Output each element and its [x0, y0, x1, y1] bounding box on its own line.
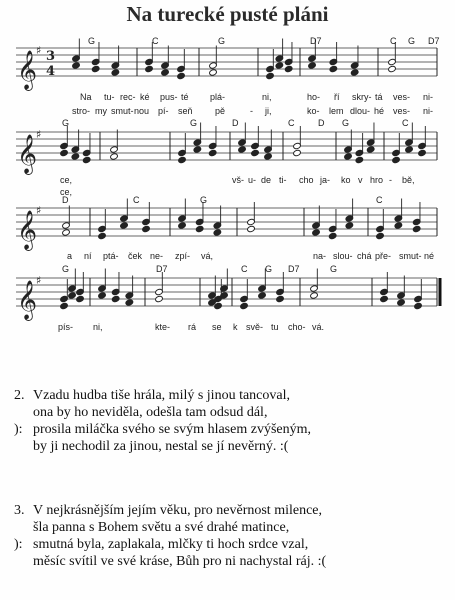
chord-label: C: [241, 264, 248, 274]
lyric-syllable: hro: [370, 175, 384, 185]
note-head: [412, 225, 421, 232]
note-head: [366, 146, 375, 153]
sharp-icon: ♯: [36, 44, 42, 57]
note-head: [310, 292, 319, 299]
lyric-syllable: ni,: [262, 92, 272, 102]
chord-label: D7: [156, 264, 168, 274]
chord-label: C: [288, 118, 295, 128]
note-head: [414, 302, 423, 309]
chord-label: D: [62, 195, 69, 205]
lyric-syllable: pís-: [58, 322, 74, 332]
note-head: [251, 149, 260, 156]
lyric-syllable: smut-: [111, 106, 134, 116]
lyric-syllable: Na: [80, 92, 92, 102]
lyric-syllable: smut-: [399, 251, 422, 261]
sharp-icon: ♯: [36, 204, 42, 217]
note-head: [238, 146, 247, 153]
note-head: [247, 225, 256, 232]
lyric-syllable: k: [233, 322, 238, 332]
chord-label: G: [342, 118, 350, 128]
note-head: [345, 222, 354, 229]
note-head: [405, 146, 414, 153]
lyric-syllable: ti-: [279, 175, 287, 185]
note-head: [344, 153, 353, 160]
chord-label: D7: [310, 36, 322, 46]
note-head: [125, 299, 134, 306]
note-head: [213, 229, 222, 236]
note-head: [266, 72, 275, 79]
lyric-syllable: -: [250, 106, 253, 116]
lyric-syllable: slou-: [333, 251, 353, 261]
lyric-syllable: svě-: [246, 322, 264, 332]
lyric-syllable: vš-: [232, 175, 244, 185]
verse-2-number: 2.: [14, 388, 25, 403]
lyric-syllable: rá: [188, 322, 197, 332]
note-head: [178, 222, 187, 229]
note-head: [208, 149, 217, 156]
note-head: [275, 62, 284, 69]
note-head: [293, 149, 302, 156]
lyric-syllable: skry-: [352, 92, 372, 102]
lyric-syllable: pus-: [160, 92, 178, 102]
lyric-syllable: chá: [357, 251, 372, 261]
lyric-syllable: pí-: [158, 106, 169, 116]
note-head: [195, 225, 204, 232]
lyric-syllable: vá.: [312, 322, 325, 332]
chord-label: G: [265, 264, 273, 274]
verse-3-number: 3.: [14, 503, 25, 518]
lyric-syllable: nou: [134, 106, 150, 116]
lyric-syllable: ce,: [60, 187, 73, 197]
chord-label: G: [190, 118, 198, 128]
note-head: [62, 229, 71, 236]
note-head: [350, 69, 359, 76]
lyric-syllable: ves-: [393, 92, 411, 102]
lyric-syllable: ni-: [423, 106, 434, 116]
note-head: [308, 62, 317, 69]
treble-clef-icon: 𝄞: [17, 280, 38, 320]
note-head: [161, 69, 170, 76]
chord-label: G: [200, 195, 208, 205]
note-head: [355, 156, 364, 163]
note-head: [110, 153, 119, 160]
note-head: [264, 153, 273, 160]
lyric-syllable: ptá-: [103, 251, 119, 261]
note-head: [193, 146, 202, 153]
note-head: [178, 156, 187, 163]
note-head: [60, 149, 69, 156]
lyric-syllable: ké: [140, 92, 150, 102]
treble-clef-icon: 𝄞: [17, 134, 38, 174]
note-head: [145, 65, 154, 72]
chord-label: D: [232, 118, 239, 128]
verse-2-line-2: ona by ho neviděla, odešla tam odsud dál,: [33, 405, 268, 420]
note-head: [388, 65, 397, 72]
lyric-syllable: cho: [299, 175, 314, 185]
chord-label: G: [62, 118, 70, 128]
verse-2-line-1: Vzadu hudba tiše hrála, milý s jinou tancoval,: [33, 388, 290, 403]
verse-3-repeat-mark: ):: [14, 537, 23, 552]
verse-3-line-2: šla panna s Bohem světu a své drahé matince,: [33, 520, 290, 535]
note-head: [60, 302, 69, 309]
lyric-syllable: vá,: [201, 251, 214, 261]
lyric-syllable: ko-: [307, 106, 320, 116]
lyric-syllable: ho-: [307, 92, 321, 102]
note-head: [91, 65, 100, 72]
chord-label: C: [376, 195, 383, 205]
note-head: [155, 295, 164, 302]
verse-2-repeat-mark: ):: [14, 422, 23, 437]
chord-label: G: [88, 36, 96, 46]
verse-3-line-3: smutná byla, zaplakala, mlčky ti hoch srdce vzal,: [33, 537, 309, 552]
treble-clef-icon: 𝄞: [17, 50, 38, 90]
lyric-syllable: seň: [178, 106, 193, 116]
chord-label: G: [330, 264, 338, 274]
note-head: [418, 149, 427, 156]
lyric-syllable: ji,: [265, 106, 272, 116]
lyric-syllable: ni,: [93, 322, 103, 332]
note-head: [111, 69, 120, 76]
note-head: [177, 72, 186, 79]
note-head: [380, 295, 389, 302]
lyric-syllable: té: [181, 92, 189, 102]
lyric-syllable: ce,: [60, 175, 73, 185]
lyric-syllable: plá-: [210, 92, 226, 102]
note-head: [392, 156, 401, 163]
chord-label: C: [133, 195, 140, 205]
lyric-syllable: na-: [313, 251, 327, 261]
lyric-syllable: hé: [374, 106, 385, 116]
note-head: [98, 292, 107, 299]
lyric-syllable: dlou-: [350, 106, 371, 116]
verse-2-line-4: by ji nechodil za jinou, nestal se jí nevěrný. :(: [33, 439, 289, 454]
lyric-syllable: kte-: [155, 322, 171, 332]
note-head: [142, 225, 151, 232]
lyric-syllable: ves-: [393, 106, 411, 116]
time-signature: 3: [46, 49, 56, 64]
song-title: Na turecké pusté pláni: [126, 2, 329, 26]
note-head: [329, 65, 338, 72]
time-signature: 4: [46, 64, 56, 79]
note-head: [397, 299, 406, 306]
lyric-syllable: u-: [248, 175, 257, 185]
note-head: [111, 295, 120, 302]
chord-label: C: [390, 36, 397, 46]
lyric-syllable: stro-: [72, 106, 90, 116]
lyric-syllable: cho-: [288, 322, 306, 332]
lyric-syllable: pě: [215, 106, 226, 116]
chord-label: D7: [428, 36, 440, 46]
note-head: [376, 232, 385, 239]
lyric-syllable: de: [261, 175, 272, 185]
sharp-icon: ♯: [36, 274, 42, 287]
note-head: [71, 153, 80, 160]
chord-label: D: [318, 118, 325, 128]
note-head: [68, 292, 77, 299]
lyric-syllable: ne-: [150, 251, 164, 261]
lyric-syllable: tu: [271, 322, 279, 332]
chord-label: G: [62, 264, 70, 274]
chord-label: D7: [288, 264, 300, 274]
chord-label: G: [218, 36, 226, 46]
note-head: [312, 229, 321, 236]
lyric-syllable: ček: [128, 251, 143, 261]
note-head: [76, 295, 85, 302]
lyric-syllable: tu-: [104, 92, 115, 102]
lyric-syllable: ni-: [423, 92, 434, 102]
verse-3-line-1: V nejkrásnějším jejím věku, pro nevěrnost milence,: [33, 503, 323, 518]
lyric-syllable: -: [389, 175, 392, 185]
sharp-icon: ♯: [36, 128, 42, 141]
lyric-syllable: se: [212, 322, 222, 332]
treble-clef-icon: 𝄞: [17, 210, 38, 250]
note-head: [98, 232, 107, 239]
lyric-syllable: ja-: [320, 175, 331, 185]
lyric-syllable: a: [67, 251, 73, 261]
note-head: [209, 69, 218, 76]
lyric-syllable: zpí-: [175, 251, 191, 261]
lyric-syllable: my: [95, 106, 107, 116]
note-head: [276, 295, 285, 302]
lyric-syllable: né: [424, 251, 435, 261]
lyric-syllable: pře-: [375, 251, 392, 261]
lyric-syllable: ří: [334, 92, 340, 102]
chord-label: C: [152, 36, 159, 46]
chord-label: G: [408, 36, 416, 46]
note-head: [284, 65, 293, 72]
lyric-syllable: ní: [84, 251, 92, 261]
lyric-syllable: lem: [329, 106, 344, 116]
lyric-syllable: rec-: [120, 92, 136, 102]
lyric-syllable: v: [358, 175, 363, 185]
note-head: [120, 222, 129, 229]
lyric-syllable: ko: [341, 175, 351, 185]
note-head: [72, 62, 81, 69]
chord-label: C: [402, 118, 409, 128]
note-head: [328, 232, 337, 239]
note-head: [82, 156, 91, 163]
verse-2-line-3: prosila miláčka svého se svým hlasem zvýšeným,: [33, 422, 311, 437]
verse-3-line-4: měsíc svítil ve své kráse, Bůh pro ni nachystal ráj. :(: [33, 554, 327, 569]
note-head: [394, 222, 403, 229]
lyric-syllable: tá: [375, 92, 383, 102]
lyric-syllable: bě,: [402, 175, 415, 185]
note-head: [240, 302, 249, 309]
note-head: [258, 292, 267, 299]
